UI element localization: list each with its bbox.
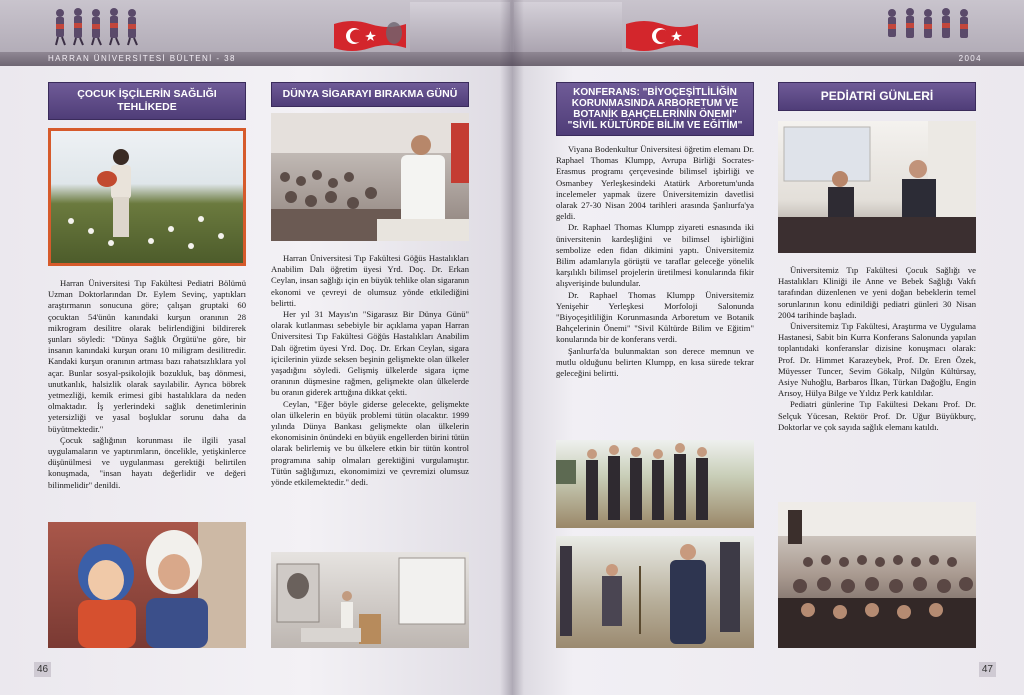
paragraph: Harran Üniversitesi Tıp Fakültesi Pediatri Bölümü Uzman Doktorlarından Dr. Eylem Sevinç, yaptıkları araştırmanın sonucuna göre; çalışan gruptaki 60 çocuktan 54'ünün kanındaki kurşun oranının 28 mikrogram desilitre olarak belirlendiğini bildirerek şunları söyledi: "Dünya Sağlık Örgütü'ne göre, bir insanın kanındaki kurşun oranı 10 miligram desilitredir. Kandaki kurşun oranının artması bazı rahatsızlıklara yol açar. Bunlar sosyal-psikolojik bozukluk, baş dönmesi, unutkanlık, halsizlik olarak sayılabilir. Ayrıca böbrek yetmezliği, kemik erimesi gibi hastalıklara da neden olmaktadır. İş yerlerindeki sağlık denetimlerinin yetersizliği ve yasal boşluklar sorunu daha da büyütmektedir." bbox=[48, 278, 246, 434]
spine-gutter bbox=[500, 0, 524, 695]
paragraph: Üniversitemiz Tıp Fakültesi Çocuk Sağlığı ve Hastalıkları Kliniği ile Anne ve Bebek Sağlığı Vakfı tarafından düzenlenen ve yeni doğan bebeklerin temel sorunlarının konu edinildiği pediatri günleri 30 Nisan 2004 tarihinde başladı. bbox=[778, 265, 976, 320]
article-title: ÇOCUK İŞÇİLERİN SAĞLIĞI TEHLİKEDE bbox=[48, 82, 246, 120]
group-field-photo bbox=[556, 440, 754, 528]
paragraph: Her yıl 31 Mayıs'ın "Sigarasız Bir Dünya Günü" olarak kutlanması sebebiyle bir açıklama yapan Harran Üniversitesi Tıp Fakültesi Göğüs Hastalıkları Anabilim Dalı öğretim üyesi Yrd. Doç. Dr. Erkan Ceylan, sigara içicilerinin yüzde seksen beşinin gelişmekte olan ülkeler yaşadığını söyledi. Gelişmiş ülkelerde sigara içme oranının düşmesine rağmen, gelişmekte olan ülkelerde bu oranın giderek arttığına dikkat çekti. bbox=[271, 309, 469, 398]
running-header-left: HARRAN ÜNİVERSİTESİ BÜLTENİ - 38 bbox=[0, 52, 512, 66]
panel-photo bbox=[778, 121, 976, 253]
running-header-right: 2004 bbox=[512, 52, 1024, 66]
article-no-smoking bbox=[271, 82, 469, 488]
paragraph: Harran Üniversitesi Tıp Fakültesi Göğüs Hastalıkları Anabilim Dalı öğretim üyesi Yrd. Doç. Dr. Erkan Ceylan, insan sağlığı için en büyük tehlike olan sigaranın ekonomi ve çevreyi de olumsuz yönde etkilediğini belirtti. bbox=[271, 253, 469, 308]
article-child-workers bbox=[48, 82, 246, 491]
audience-photo bbox=[778, 502, 976, 648]
paragraph: Viyana Bodenkultur Üniversitesi öğretim elemanı Dr. Raphael Thomas Klumpp, Avrupa Birliği Socrates-Erasmus programı çerçevesinde bilimsel işbirliği ve Osmanbey Yerleşkesindeki Atatürk Arboretum'unda incelemeler yapmak üzere Üniversitemizin davetlisi olarak 27-30 Nisan 2004 tarihleri arasında Şanlıurfa'ya geldi. bbox=[556, 144, 754, 222]
lecture-hall-photo bbox=[271, 552, 469, 648]
children-photo bbox=[48, 522, 246, 648]
paragraph: Çocuk sağlığının korunması ile ilgili yasal uygulamaların ve yaptırımların, öncelikle, yetişkinlerce düşünülmesi ve uygulanması gerektiği belirtilen konuşmada, "insan hayatı değerlidir ve değeri bilinmelidir" denildi. bbox=[48, 434, 246, 490]
paragraph: Dr. Raphael Thomas Klumpp Üniversitemiz Yenişehir Yerleşkesi Morfoloji Salonunda "Biyoçeşitliliğin Korunmasında Arboretum ve Botanik Bahçelerinin Önemi" "Sivil Kültürde Bilim ve Eğitim" konularında bir de konferans verdi. bbox=[556, 289, 754, 345]
article-body bbox=[271, 253, 469, 488]
header-photo-left bbox=[410, 2, 510, 52]
tree-planting-photo bbox=[556, 536, 754, 648]
paragraph: Üniversitemiz Tıp Fakültesi, Araştırma ve Uygulama Hastanesi, Sabit bin Kurra Konferans Salonunda yapılan toplantıdaki konferanslar dizisine konuşmacı olarak: Prof. Dr. Himmet Karazeybek, Prof. Dr. Eren Özek, Müyesser Tuncer, Sevim Gökalp, Nilgün Kültürsay, Asiye Nuhoğlu, Barbaros İlkan, Türkan Dağoğlu, Engin Arısoy, Hülya Bilge ve Yıldız Perk katıldılar. bbox=[778, 321, 976, 399]
article-title: DÜNYA SİGARAYI BIRAKMA GÜNÜ bbox=[271, 82, 469, 107]
seminar-photo bbox=[271, 113, 469, 241]
article-body bbox=[556, 144, 754, 379]
turkish-flag-icon bbox=[332, 16, 408, 52]
right-page bbox=[512, 0, 1024, 695]
paragraph: Pediatri günlerine Tıp Fakültesi Dekanı Prof. Dr. Selçuk Yücesan, Rektör Prof. Dr. Uğur Büyükburç, Doktorlar ve çok sayıda sağlık elemanı katıldı. bbox=[778, 399, 976, 432]
cotton-field-photo bbox=[48, 128, 246, 266]
article-title: PEDİATRİ GÜNLERİ bbox=[778, 82, 976, 111]
turkish-flag-icon bbox=[624, 16, 700, 52]
folk-dancers-icon bbox=[884, 6, 976, 46]
page-number-right: 47 bbox=[979, 662, 996, 677]
article-body bbox=[48, 278, 246, 491]
article-pediatric-days bbox=[778, 82, 976, 433]
paragraph: Şanlıurfa'da bulunmaktan son derece memnun ve mutlu olduğunu belirten Klumpp, en kısa sürede tekrar geleceğini belirtti. bbox=[556, 345, 754, 379]
article-conference bbox=[556, 82, 754, 379]
paragraph: Ceylan, "Eğer böyle giderse gelecekte, gelişmekte olan ülkelerin en büyük problemi tütün olacaktır. 1999 yılında Dünya Bankası gelişmekte olan ülkelerin ekonomisinin önündeki en büyük engellerden birini tütün olarak belirlemiş ve bu ülkelere etkin bir tütün kontrol programına sahip olmaları gerektiğini vurgulamıştır. Tütün sağlığımızı, ekonomimizi ve çevremizi olumsuz yönde etkilemektedir." dedi. bbox=[271, 398, 469, 488]
article-body bbox=[778, 265, 976, 433]
folk-dancers-icon bbox=[52, 6, 144, 46]
header-photo-right bbox=[514, 2, 622, 52]
page-number-left: 46 bbox=[34, 662, 51, 677]
paragraph: Dr. Raphael Thomas Klumpp ziyareti esnasında iki üniversitenin kardeşliğini ve bilimsel işbirliğini sembolize eden fidan dikimini yaptı. Üniversitemiz Bilim adamlarıyla görüştü ve taraflar geleceğe yönelik karşılıklı bilimsel projelerin üretilmesi konularında fikir alışverişinde bulundular. bbox=[556, 222, 754, 289]
article-title: KONFERANS: "BİYOÇEŞİTLİLİĞİN KORUNMASINDA ARBORETUM VE BOTANİK BAHÇELERİNİN ÖNEMİ" "SİVİL KÜLTÜRDE BİLİM VE EĞİTİM" bbox=[556, 82, 754, 136]
